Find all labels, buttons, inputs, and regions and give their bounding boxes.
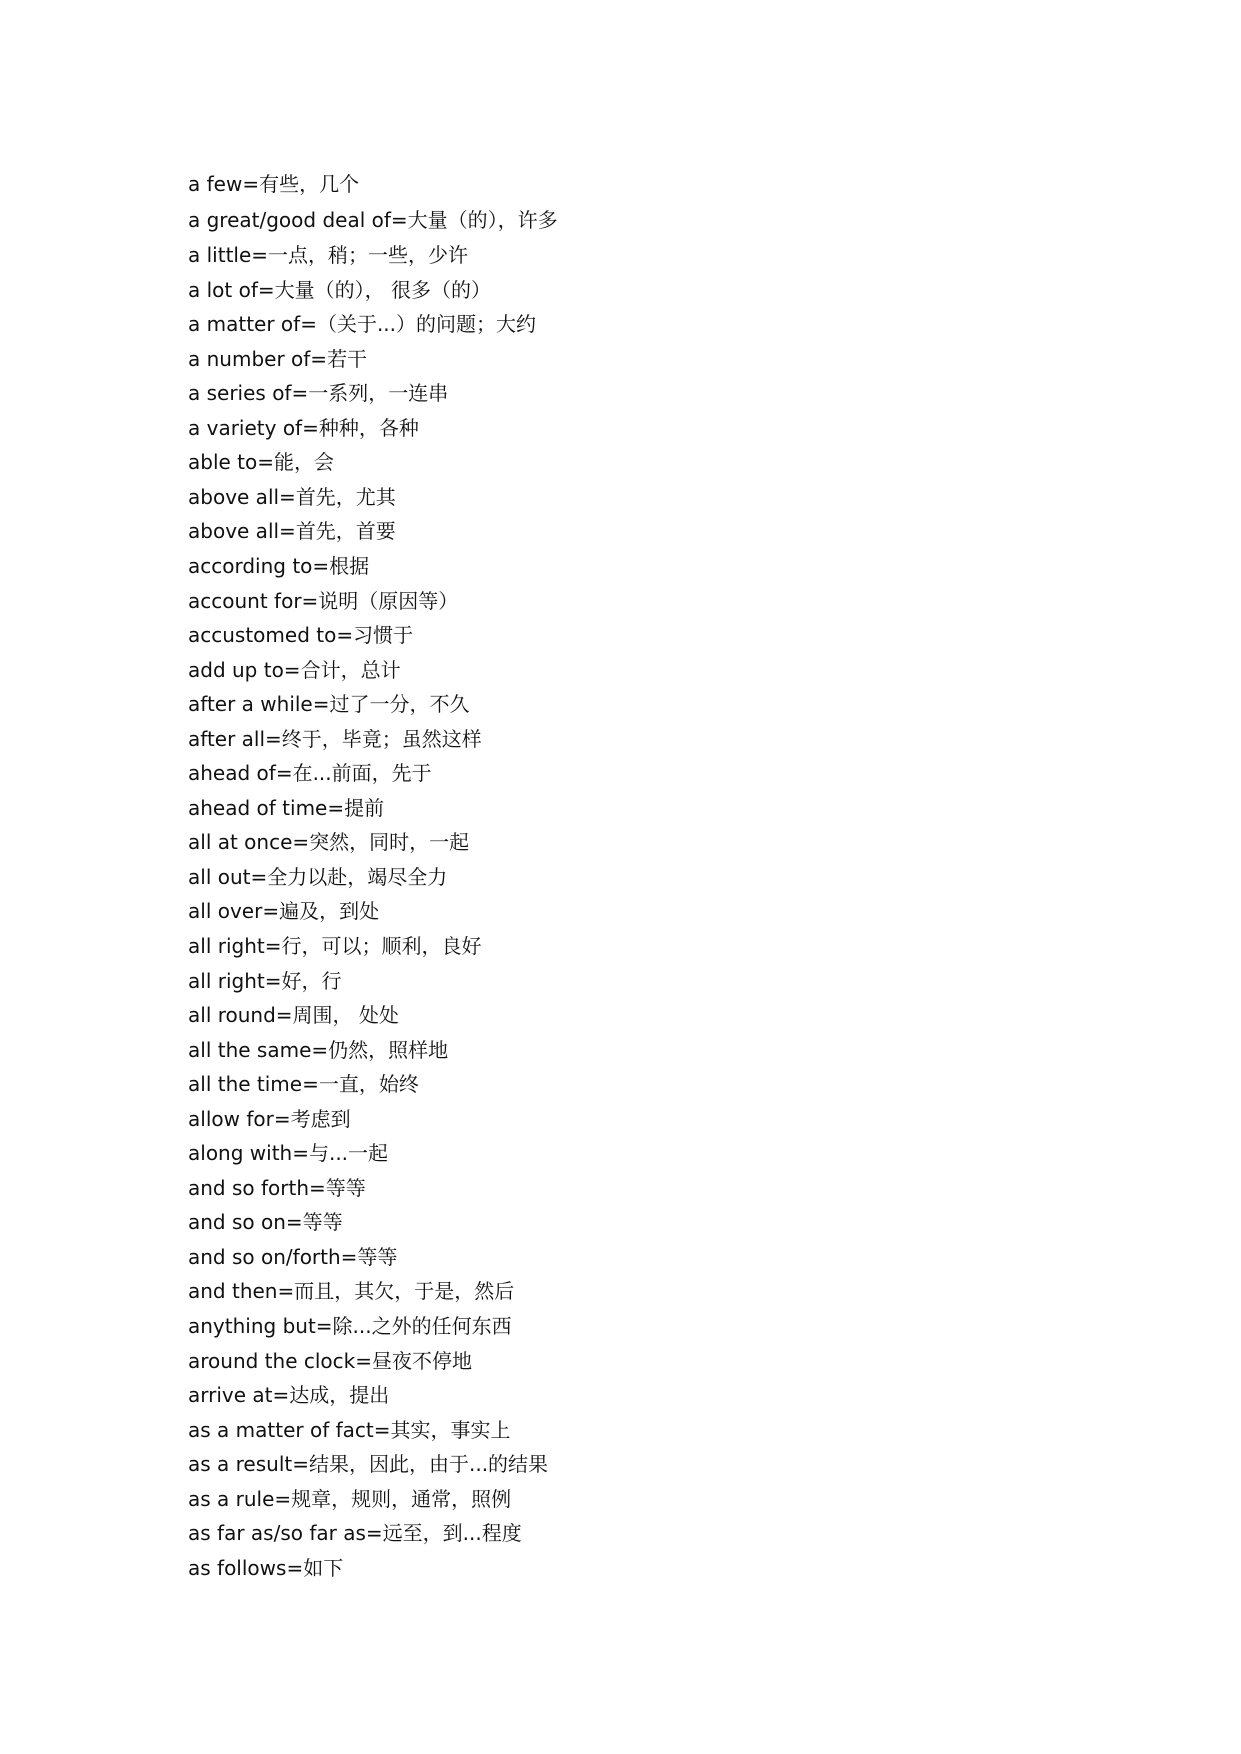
phrase-entry: ahead of=在...前面，先于 — [188, 761, 432, 786]
phrase-entry: all at once=突然，同时，一起 — [188, 830, 470, 855]
phrase-entry: as a rule=规章，规则，通常，照例 — [188, 1486, 512, 1511]
phrase-entry: along with=与...一起 — [188, 1141, 389, 1166]
phrase-entry: after all=终于，毕竟；虽然这样 — [188, 726, 482, 751]
phrase-entry: anything but=除...之外的任何东西 — [188, 1314, 512, 1338]
phrase-entry: all right=好，行 — [188, 968, 342, 993]
phrase-entry: a variety of=种种，各种 — [188, 415, 419, 440]
phrase-entry: as a result=结果，因此，由于...的结果 — [188, 1452, 549, 1477]
phrase-entry: all the same=仍然，照样地 — [188, 1037, 449, 1062]
phrase-entry: as far as/so far as=远至，到...程度 — [188, 1521, 522, 1546]
phrase-entry: above all=首先，尤其 — [188, 484, 396, 509]
phrase-entry: allow for=考虑到 — [188, 1106, 351, 1131]
phrase-entry: a matter of=（关于...）的问题；大约 — [188, 312, 537, 337]
phrase-entry: all right=行，可以；顺利，良好 — [188, 933, 482, 958]
phrase-entry: add up to=合计，总计 — [188, 657, 401, 682]
phrase-entry: a series of=一系列，一连串 — [188, 381, 449, 406]
phrase-entry: and so on/forth=等等 — [188, 1244, 398, 1269]
phrase-entry: around the clock=昼夜不停地 — [188, 1348, 472, 1373]
phrase-entry: as a matter of fact=其实，事实上 — [188, 1417, 511, 1442]
phrase-entry: and so forth=等等 — [188, 1175, 366, 1200]
phrase-entry: accustomed to=习惯于 — [188, 623, 414, 648]
phrase-entry: all the time=一直，始终 — [188, 1072, 419, 1097]
phrase-entry: a lot of=大量（的）， 很多（的） — [188, 277, 491, 302]
phrase-entry: arrive at=达成，提出 — [188, 1383, 390, 1408]
phrase-entry: a little=一点，稍；一些，少许 — [188, 243, 469, 268]
phrase-list — [188, 167, 558, 1585]
phrase-entry: and so on=等等 — [188, 1210, 343, 1235]
phrase-entry: after a while=过了一分，不久 — [188, 692, 470, 717]
phrase-entry: all over=遍及，到处 — [188, 899, 380, 924]
phrase-entry: all out=全力以赴，竭尽全力 — [188, 864, 448, 889]
phrase-entry: a great/good deal of=大量（的），许多 — [188, 207, 558, 232]
phrase-entry: a few=有些，几个 — [188, 172, 360, 196]
phrase-entry: above all=首先，首要 — [188, 519, 396, 544]
phrase-entry: according to=根据 — [188, 553, 370, 578]
phrase-entry: as follows=如下 — [188, 1555, 344, 1580]
phrase-entry: account for=说明（原因等） — [188, 588, 459, 613]
phrase-entry: a number of=若干 — [188, 346, 368, 371]
phrase-entry: able to=能，会 — [188, 450, 335, 475]
phrase-entry: and then=而且，其欠，于是，然后 — [188, 1279, 515, 1304]
phrase-entry: ahead of time=提前 — [188, 795, 385, 820]
phrase-entry: all round=周围， 处处 — [188, 1003, 399, 1028]
